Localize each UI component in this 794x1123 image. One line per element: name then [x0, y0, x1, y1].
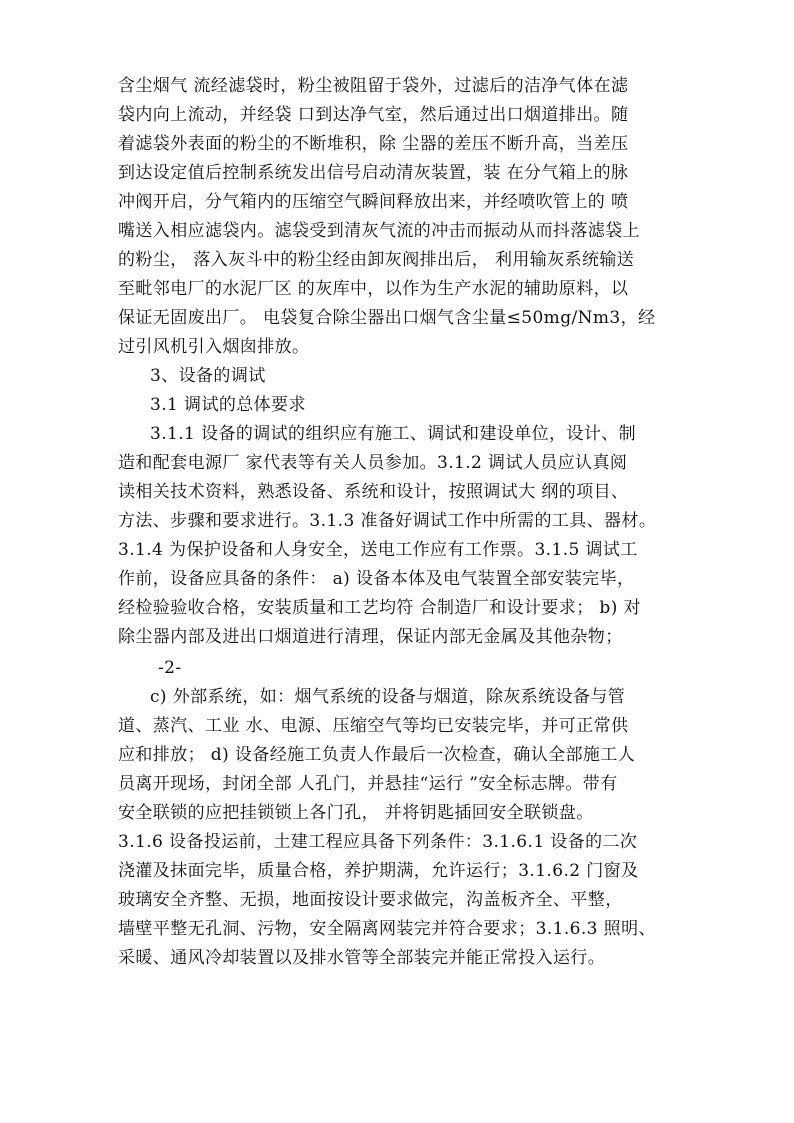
- body-text-line: 道、蒸汽、工业 水、电源、压缩空气等均已安装完毕，并可正常供: [118, 716, 629, 736]
- subsection-heading: 3.1 调试的总体要求: [150, 395, 306, 415]
- body-text-line: 方法、步骤和要求进行。3.1.3 准备好调试工作中所需的工具、器材。: [118, 511, 657, 531]
- body-text-line: 冲阀开启，分气箱内的压缩空气瞬间释放出来，并经喷吹管上的 喷: [118, 192, 629, 212]
- body-text-line: 读相关技术资料，熟悉设备、系统和设计，按照调试大 纲的项目、: [118, 482, 629, 502]
- body-text-line: 到达设定值后控制系统发出信号启动清灰装置，装 在分气箱上的脉: [118, 163, 629, 183]
- body-text-line: 嘴送入相应滤袋内。滤袋受到清灰气流的冲击而振动从而抖落滤袋上: [118, 221, 640, 241]
- body-text-line: 保证无固废出厂。 电袋复合除尘器出口烟气含尘量≤50mg/Nm3，经: [118, 308, 656, 328]
- body-text-line: 应和排放； d) 设备经施工负责人作最后一次检查，确认全部施工人: [118, 745, 636, 765]
- body-text-line: 员离开现场，封闭全部 人孔门，并悬挂“运行 ”安全标志牌。带有: [118, 774, 618, 794]
- body-text-line: 的粉尘， 落入灰斗中的粉尘经由卸灰阀排出后， 利用输灰系统输送: [118, 250, 635, 270]
- body-text-line: 除尘器内部及进出口烟道进行清理，保证内部无金属及其他杂物；: [118, 627, 623, 647]
- body-text-line: 3.1.1 设备的调试的组织应有施工、调试和建设单位，设计、制: [150, 424, 637, 444]
- body-text-line: c) 外部系统，如：烟气系统的设备与烟道，除灰系统设备与管: [150, 687, 626, 707]
- body-text-line: 墙壁平整无孔洞、污物，安全隔离网装完并符合要求；3.1.6.3 照明、: [118, 919, 656, 939]
- body-text-line: 浇灌及抹面完毕，质量合格，养护期满，允许运行；3.1.6.2 门窗及: [118, 861, 639, 881]
- body-text-line: 3.1.6 设备投运前，土建工程应具备下列条件：3.1.6.1 设备的二次: [118, 832, 638, 852]
- body-text-line: 着滤袋外表面的粉尘的不断堆积，除 尘器的差压不断升高，当差压: [118, 134, 629, 154]
- page-number: -2-: [158, 658, 182, 678]
- body-text-line: 3.1.4 为保护设备和人身安全，送电工作应有工作票。3.1.5 调试工: [118, 540, 638, 560]
- body-text-line: 经检验验收合格，安装质量和工艺均符 合制造厂和设计要求； b) 对: [118, 598, 641, 618]
- body-text-line: 含尘烟气 流经滤袋时，粉尘被阻留于袋外，过滤后的洁净气体在滤: [118, 76, 629, 96]
- section-heading: 3、设备的调试: [150, 366, 266, 386]
- body-text-line: 玻璃安全齐整、无损，地面按设计要求做完，沟盖板齐全、平整，: [118, 890, 623, 910]
- body-text-line: 安全联锁的应把挂锁锁上各门孔， 并将钥匙插回安全联锁盘。: [118, 803, 594, 823]
- body-text-line: 造和配套电源厂 家代表等有关人员参加。3.1.2 调试人员应认真阅: [118, 453, 628, 473]
- body-text-line: 采暖、通风冷却装置以及排水管等全部装完并能正常投入运行。: [118, 948, 606, 968]
- body-text-line: 作前，设备应具备的条件： a) 设备本体及电气装置全部安装完毕，: [118, 569, 635, 589]
- body-text-line: 袋内向上流动，并经袋 口到达净气室，然后通过出口烟道排出。随: [118, 105, 629, 125]
- body-text-line: 过引风机引入烟囱排放。: [118, 337, 310, 357]
- body-text-line: 至毗邻电厂的水泥厂区 的灰库中，以作为生产水泥的辅助原料，以: [118, 279, 629, 299]
